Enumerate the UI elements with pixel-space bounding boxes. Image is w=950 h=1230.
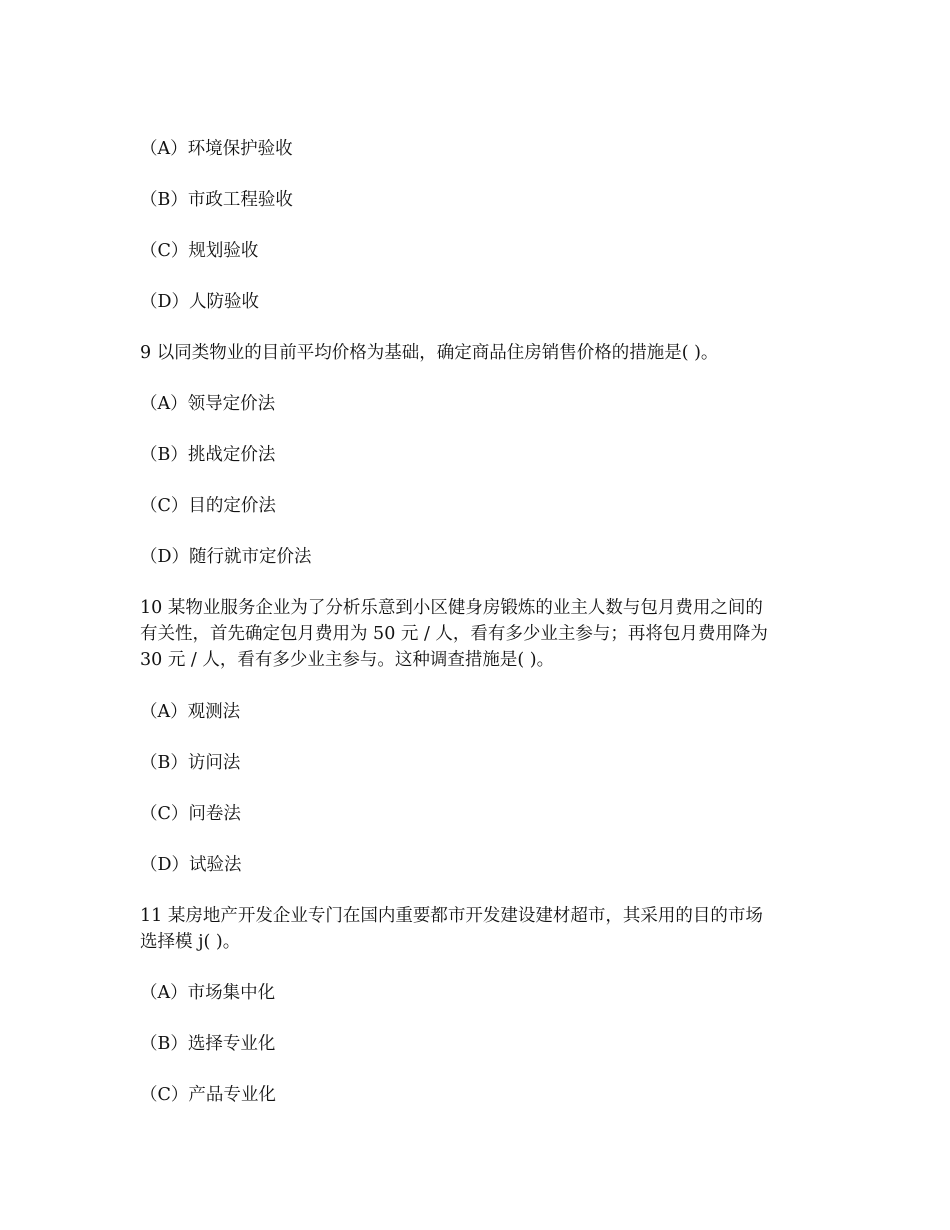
question-9-option-c: （C）目的定价法 <box>140 496 276 516</box>
question-9-text: 9 以同类物业的目前平均价格为基础，确定商品住房销售价格的措施是( )。 <box>140 343 719 363</box>
option-a-prev: （A）环境保护验收 <box>140 139 293 159</box>
question-11-text-line-2: 选择模 j( )。 <box>140 932 241 952</box>
question-11-option-a: （A）市场集中化 <box>140 983 276 1003</box>
question-9-option-a: （A）领导定价法 <box>140 394 276 414</box>
question-9-option-d: （D）随行就市定价法 <box>140 547 312 567</box>
question-10-text-line-2: 有关性，首先确定包月费用为 50 元 / 人，看有多少业主参与；再将包月费用降为 <box>140 624 768 644</box>
question-11-option-c: （C）产品专业化 <box>140 1085 276 1105</box>
question-10-text-line-3: 30 元 / 人，看有多少业主参与。这种调查措施是( )。 <box>140 650 555 670</box>
option-b-prev: （B）市政工程验收 <box>140 190 293 210</box>
question-11-option-b: （B）选择专业化 <box>140 1034 276 1054</box>
question-10-option-a: （A）观测法 <box>140 702 241 722</box>
question-10-text-line-1: 10 某物业服务企业为了分析乐意到小区健身房锻炼的业主人数与包月费用之间的 <box>140 598 763 618</box>
question-10-option-b: （B）访问法 <box>140 753 241 773</box>
option-d-prev: （D）人防验收 <box>140 292 260 312</box>
option-c-prev: （C）规划验收 <box>140 241 259 261</box>
question-10-option-c: （C）问卷法 <box>140 804 241 824</box>
question-11-text-line-1: 11 某房地产开发企业专门在国内重要都市开发建设建材超市，其采用的目的市场 <box>140 906 763 926</box>
question-9-option-b: （B）挑战定价法 <box>140 445 276 465</box>
question-10-option-d: （D）试验法 <box>140 855 242 875</box>
